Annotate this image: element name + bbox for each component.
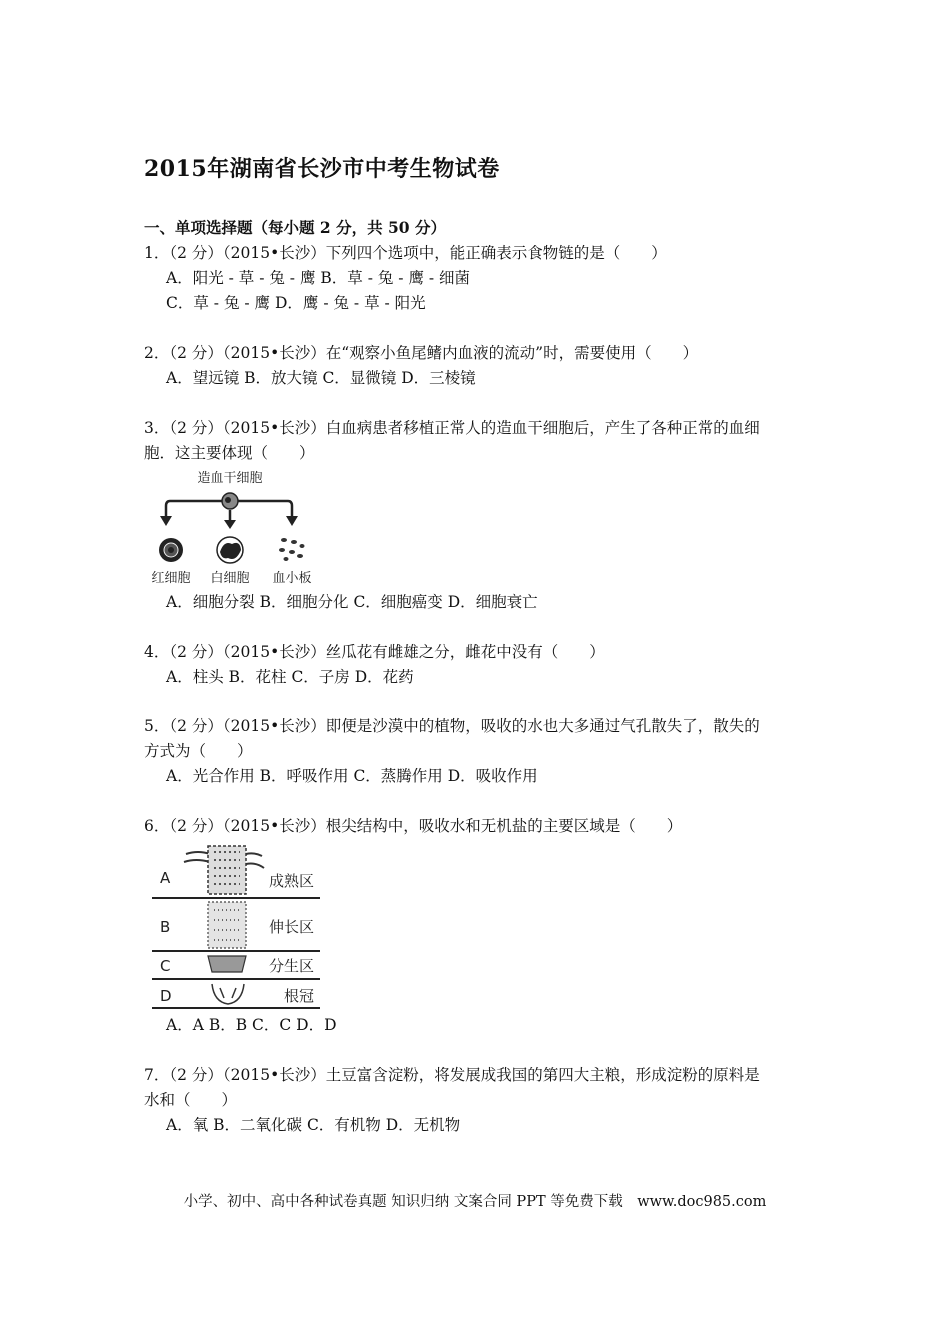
platelets-label: 血小板 — [272, 571, 312, 586]
root-mature-zone — [208, 846, 246, 894]
platelets-icon — [279, 538, 305, 561]
question-6-options: A．A B．B C．C D．D — [166, 1016, 337, 1034]
stem-cell-differentiation-figure — [144, 466, 324, 588]
row-letter-a: A — [160, 869, 171, 887]
red-blood-cell-label: 红细胞 — [151, 571, 191, 586]
red-blood-cell-icon — [159, 538, 183, 562]
question-5-stem-line-2: 方式为（ ） — [144, 742, 253, 760]
row-letter-c: C — [160, 957, 171, 975]
root-tip-figure — [152, 842, 320, 1012]
row-letter-d: D — [160, 987, 172, 1005]
question-2-stem: 2．（2 分）（2015•长沙）在“观察小鱼尾鳍内血液的流动”时，需要使用（ ） — [144, 344, 699, 362]
question-7-stem-line-1: 7．（2 分）（2015•长沙）土豆富含淀粉，将发展成我国的第四大主粮，形成淀粉的原料是 — [144, 1066, 760, 1084]
white-blood-cell-icon — [217, 537, 243, 563]
question-4-stem: 4．（2 分）（2015•长沙）丝瓜花有雌雄之分，雌花中没有（ ） — [144, 643, 605, 661]
question-3-options: A．细胞分裂 B．细胞分化 C．细胞癌变 D．细胞衰亡 — [166, 593, 538, 611]
row-label-elongation-zone: 伸长区 — [268, 918, 314, 936]
section-heading: 一、单项选择题（每小题 2 分，共 50 分） — [144, 218, 446, 237]
question-5-stem-line-1: 5．（2 分）（2015•长沙）即便是沙漠中的植物，吸收的水也大多通过气孔散失了，散失的 — [144, 717, 760, 735]
question-3-stem-line-1: 3．（2 分）（2015•长沙）白血病患者移植正常人的造血干细胞后，产生了各种正常的血细 — [144, 419, 760, 437]
question-4-options: A．柱头 B．花柱 C．子房 D．花药 — [166, 668, 414, 686]
question-2-options: A．望远镜 B．放大镜 C．显微镜 D．三棱镜 — [166, 369, 476, 387]
question-5-options: A．光合作用 B．呼吸作用 C．蒸腾作用 D．吸收作用 — [166, 767, 538, 785]
question-7-options: A．氧 B．二氧化碳 C．有机物 D．无机物 — [166, 1116, 461, 1134]
question-3-stem-line-2: 胞．这主要体现（ ） — [144, 444, 315, 462]
row-label-mature-zone: 成熟区 — [268, 872, 314, 890]
row-label-root-cap: 根冠 — [283, 987, 314, 1005]
stem-cell-icon — [222, 493, 238, 509]
row-label-meristem-zone: 分生区 — [268, 957, 314, 975]
root-meristem-zone — [208, 956, 246, 972]
stem-cell-label: 造血干细胞 — [197, 471, 263, 486]
root-cap-icon — [212, 984, 244, 1004]
root-elongation-zone — [208, 902, 246, 948]
question-1-options-line-1: A．阳光 - 草 - 兔 - 鹰 B．草 - 兔 - 鹰 - 细菌 — [166, 269, 471, 287]
page-title: 2015年湖南省长沙市中考生物试卷 — [144, 156, 500, 182]
question-1-options-line-2: C．草 - 兔 - 鹰 D．鹰 - 兔 - 草 - 阳光 — [166, 294, 426, 312]
question-6-stem: 6．（2 分）（2015•长沙）根尖结构中，吸收水和无机盐的主要区域是（ ） — [144, 817, 683, 835]
question-7-stem-line-2: 水和（ ） — [144, 1091, 238, 1109]
page-footer: 小学、初中、高中各种试卷真题 知识归纳 文案合同 PPT 等免费下载 www.doc985.com — [183, 1194, 767, 1210]
white-blood-cell-label: 白细胞 — [210, 571, 250, 586]
row-letter-b: B — [160, 918, 171, 936]
question-1-stem: 1．（2 分）（2015•长沙）下列四个选项中，能正确表示食物链的是（ ） — [144, 244, 667, 262]
